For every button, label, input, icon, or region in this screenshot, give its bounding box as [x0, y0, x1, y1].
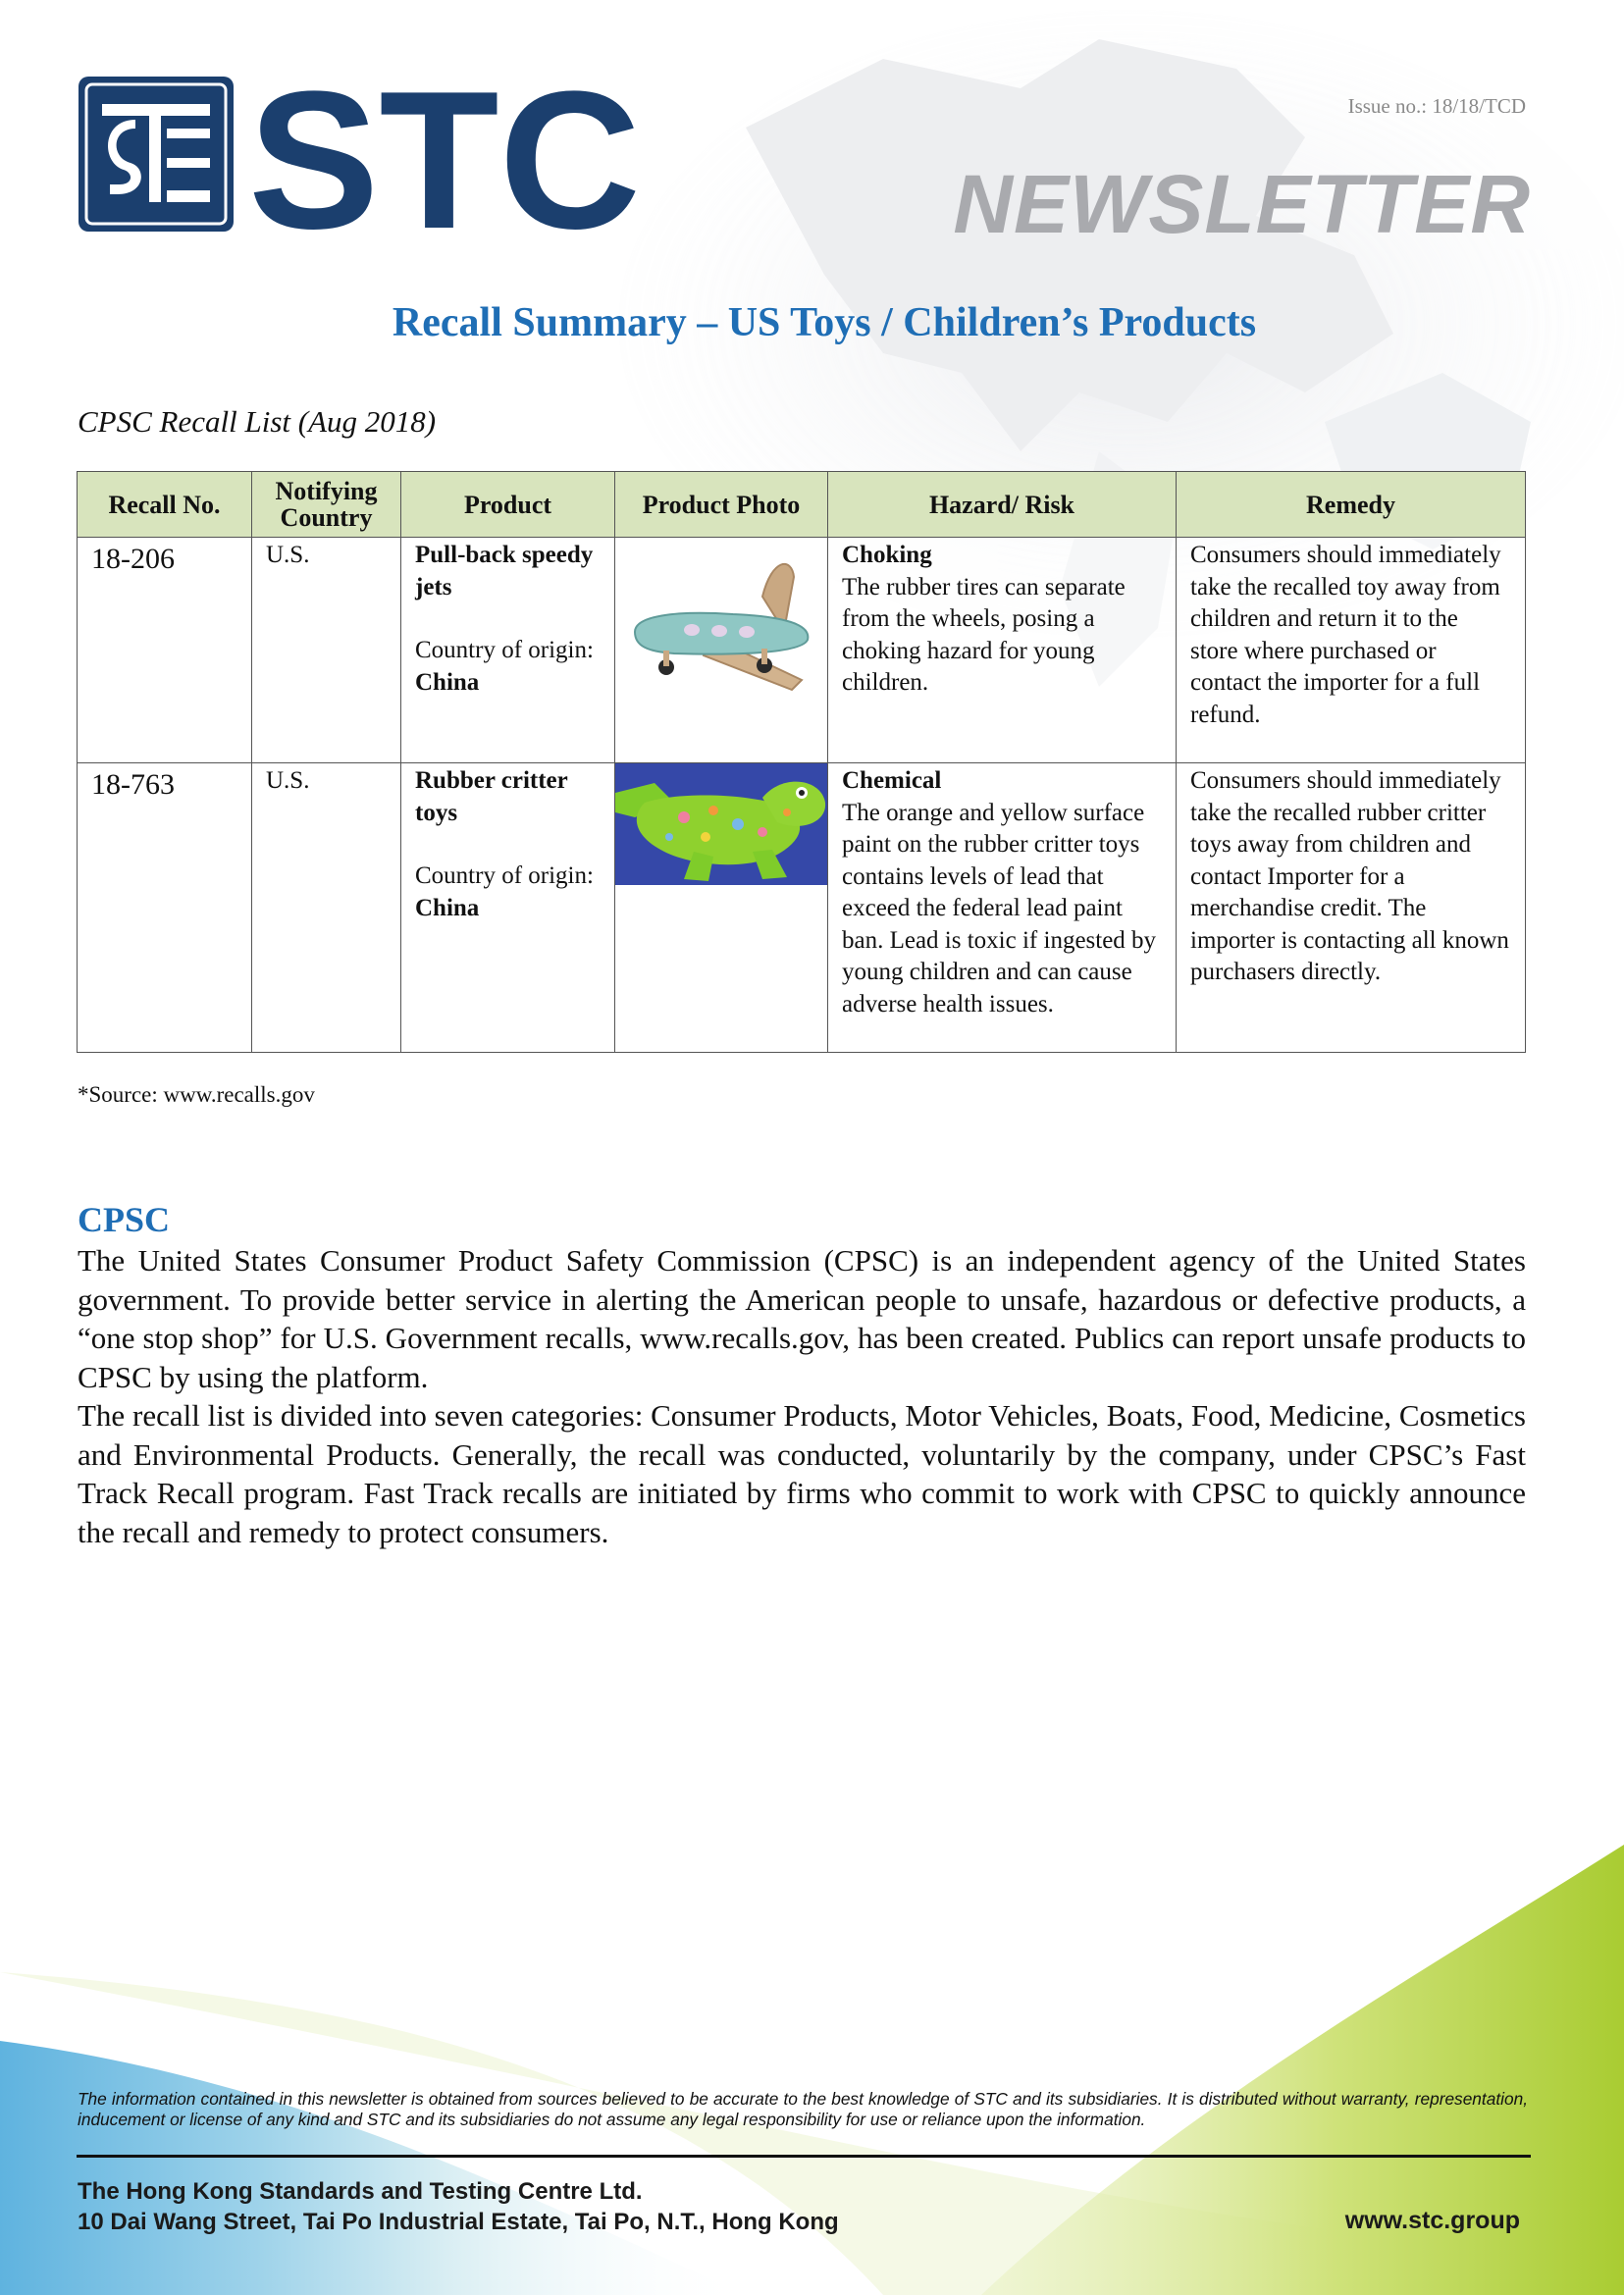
origin-country: China [415, 668, 480, 696]
company-name: The Hong Kong Standards and Testing Centre Ltd. [78, 2178, 643, 2205]
issue-number: Issue no.: 18/18/TCD [1347, 94, 1526, 118]
recall-number: 18-206 [78, 538, 252, 763]
remedy-cell: Consumers should immediately take the recalled toy away from children and return it to the store where purchased or contact the importer for a full refund. [1177, 538, 1526, 763]
table-row [78, 763, 1526, 1053]
green-wave [981, 1845, 1624, 2295]
remedy-cell: Consumers should immediately take the recalled rubber critter toys away from children and contact Importer for a merchandise credit. The importer is contacting all known purchasers directly. [1177, 763, 1526, 1053]
product-photo-cell [615, 538, 828, 763]
header-recall-no: Recall No. [78, 472, 252, 538]
cpsc-paragraph-1: The United States Consumer Product Safety Commission (CPSC) is an independent agency of the United States government. To provide better service in alerting the American people to unsafe, hazardous or defective products, a “one stop shop” for U.S. Government recalls, www.recalls.gov, has been created. Publics can report unsafe products to CPSC by using the platform. [78, 1243, 1526, 1394]
header-product: Product [401, 472, 615, 538]
table-caption: CPSC Recall List (Aug 2018) [78, 404, 437, 439]
product-name: Rubber critter toys [415, 767, 568, 826]
header-remedy: Remedy [1177, 472, 1526, 538]
origin-label: Country of origin: [415, 637, 594, 663]
company-info [78, 2176, 839, 2237]
company-address: 10 Dai Wang Street, Tai Po Industrial Estate, Tai Po, N.T., Hong Kong [78, 2209, 839, 2235]
newsletter-banner: NEWSLETTER [953, 158, 1531, 250]
source-note: *Source: www.recalls.gov [78, 1082, 315, 1107]
blue-wave [0, 2041, 746, 2295]
website-link[interactable]: www.stc.group [1344, 2207, 1520, 2234]
notifying-country: U.S. [252, 763, 401, 1053]
product-name: Pull-back speedy jets [415, 542, 594, 600]
hazard-title: Choking [842, 542, 932, 568]
recall-table [77, 471, 1526, 1053]
hazard-cell [828, 538, 1177, 763]
product-cell [401, 763, 615, 1053]
table-row [78, 538, 1526, 763]
hazard-cell [828, 763, 1177, 1053]
header-notifying-country: Notifying Country [252, 472, 401, 538]
product-photo-cell [615, 763, 828, 1053]
logo-wordmark: STC [248, 75, 641, 236]
notifying-country: U.S. [252, 538, 401, 763]
origin-country: China [415, 894, 480, 921]
header-hazard-risk: Hazard/ Risk [828, 472, 1177, 538]
footer-divider [77, 2155, 1531, 2158]
origin-label: Country of origin: [415, 862, 594, 889]
page-title: Recall Summary – US Toys / Children’s Products [392, 300, 1257, 345]
header-product-photo: Product Photo [615, 472, 828, 538]
stc-logo [77, 75, 685, 236]
rubber-frog-photo [615, 763, 827, 885]
table-header-row [78, 472, 1526, 538]
hazard-title: Chemical [842, 767, 942, 794]
product-cell [401, 538, 615, 763]
hazard-description: The orange and yellow surface paint on the rubber critter toys contains levels of lead that exceed the federal lead paint ban. Lead is toxic if ingested by young children and can cause adverse health issues. [842, 799, 1157, 1017]
recall-number: 18-763 [78, 763, 252, 1053]
hazard-description: The rubber tires can separate from the wheels, posing a choking hazard for young children. [842, 573, 1126, 696]
disclaimer: The information contained in this newsletter is obtained from sources believed to be accurate to the best knowledge of STC and its subsidiaries. It is distributed without warranty, representation, inducement or license of any kind and STC and its subsidiaries do not assume any legal responsibility for use or reliance upon the information. [78, 2089, 1528, 2129]
cpsc-paragraph-2: The recall list is divided into seven categories: Consumer Products, Motor Vehicles, Boats, Food, Medicine, Cosmetics and Environmental Products. Generally, the recall was conducted, voluntarily by the company, under CPSC’s Fast Track Recall program. Fast Track recalls are initiated by firms who commit to work with CPSC to quickly announce the recall and remedy to protect consumers. [78, 1398, 1526, 1549]
toy-airplane-photo [615, 538, 827, 724]
cpsc-heading: CPSC [78, 1200, 171, 1239]
